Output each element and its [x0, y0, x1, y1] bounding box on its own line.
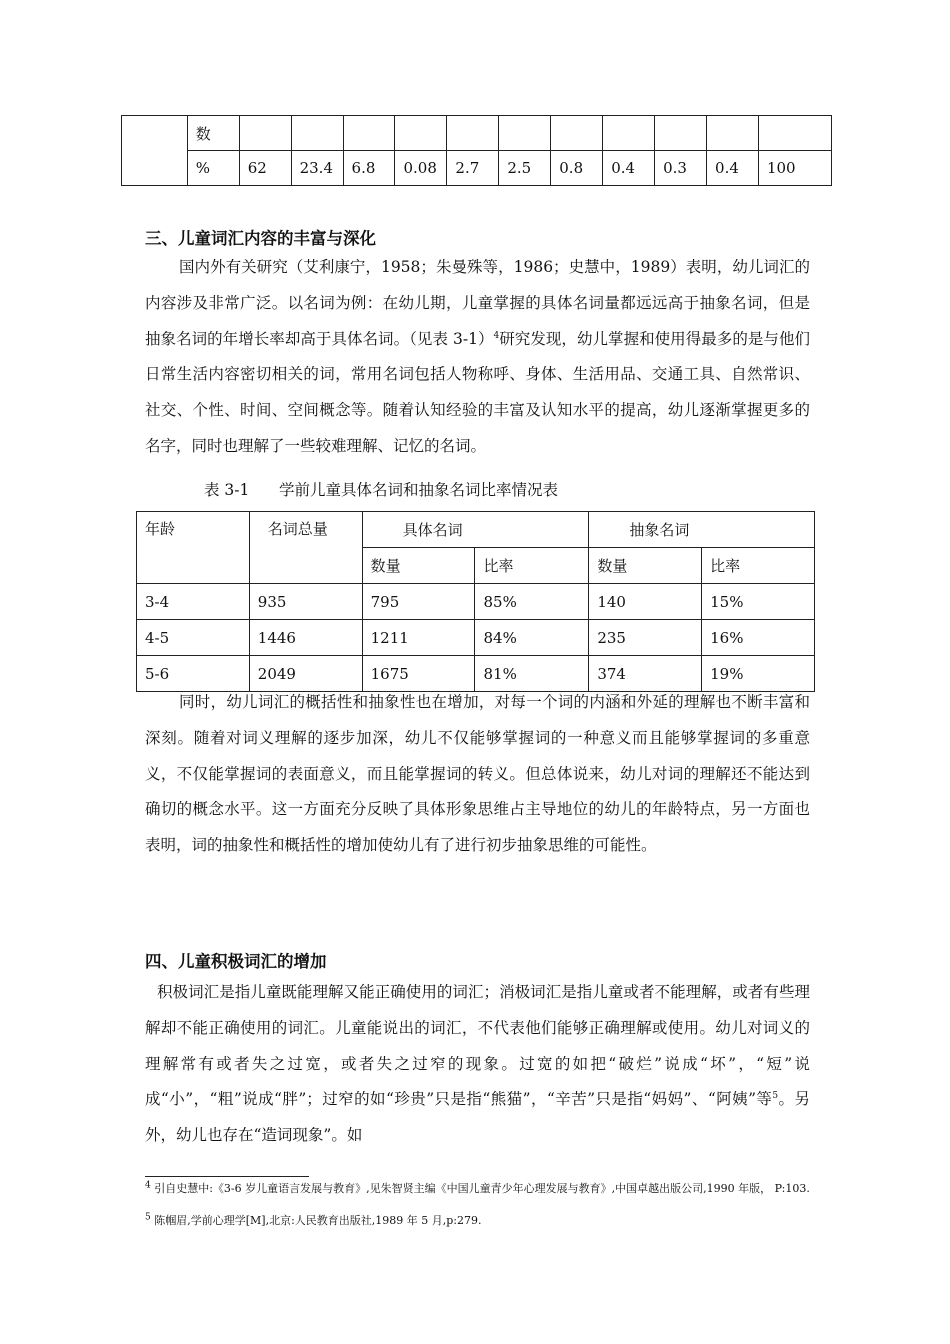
section-4-paragraph [145, 975, 810, 1154]
header-ratio: 比率 [702, 548, 815, 584]
table-cell: 3-4 [137, 584, 250, 620]
table-cell: 85% [475, 584, 589, 620]
paragraph-text: 。另外，幼儿也存在“造词现象”。如 [145, 1090, 810, 1145]
table-cell: 140 [589, 584, 702, 620]
section-3-paragraph-1 [145, 250, 810, 465]
table-cell: 2.5 [499, 151, 551, 186]
table-cell [395, 116, 447, 151]
footnote-4 [145, 1181, 810, 1196]
table-cell [343, 116, 395, 151]
footnote-mark: 5 [145, 1212, 151, 1223]
table-cell: 0.8 [551, 151, 603, 186]
table-row [137, 620, 815, 656]
table-cell: 1675 [362, 656, 475, 692]
table-cell: 6.8 [343, 151, 395, 186]
table-cell: 4-5 [137, 620, 250, 656]
header-age: 年龄 [137, 512, 250, 584]
header-concrete: 具体名词 [362, 512, 589, 548]
table-cell: 2049 [249, 656, 362, 692]
table-cell: 0.3 [655, 151, 707, 186]
paragraph-text: 研究发现，幼儿掌握和使用得最多的是与他们日常生活内容密切相关的词，常用名词包括人物称呼、身体、生活用品、交通工具、自然常识、社交、个性、时间、空间概念等。随着认知经验的丰富及认知水平的提高，幼儿逐渐掌握更多的名字，同时也理解了一些较难理解、记忆的名词。 [145, 329, 810, 455]
table-cell: 1211 [362, 620, 475, 656]
footnote-text: 引自史慧中:《3-6 岁儿童语言发展与教育》,见朱智贤主编《中国儿童青少年心理发展与教育》,中国卓越出版公司,1990 年版， P:103. [150, 1182, 810, 1195]
top-data-table [121, 115, 832, 186]
table-cell: 19% [702, 656, 815, 692]
table-cell: 23.4 [291, 151, 343, 186]
header-total: 名词总量 [249, 512, 362, 584]
table-cell: 84% [475, 620, 589, 656]
section-4-heading: 四、儿童积极词汇的增加 [145, 952, 327, 971]
table-cell: % [187, 151, 239, 186]
table-cell: 795 [362, 584, 475, 620]
footnote-separator [145, 1176, 309, 1177]
table-cell: 100 [758, 151, 831, 186]
table-cell [447, 116, 499, 151]
table-cell [551, 116, 603, 151]
table-header-row [137, 512, 815, 548]
table-cell: 16% [702, 620, 815, 656]
table-cell: 235 [589, 620, 702, 656]
table-row [122, 116, 832, 151]
header-abstract: 抽象名词 [589, 512, 815, 548]
table-cell [499, 116, 551, 151]
table-cell: 935 [249, 584, 362, 620]
table-cell: 2.7 [447, 151, 499, 186]
header-ratio: 比率 [475, 548, 589, 584]
footnote-mark: 4 [145, 1180, 151, 1191]
paragraph-text: 积极词汇是指儿童既能理解又能正确使用的词汇；消极词汇是指儿童或者不能理解，或者有些理解却不能正确使用的词汇。儿童能说出的词汇，不代表他们能够正确理解或使用。幼儿对词义的理解常有或者失之过宽，或者失之过窄的现象。过宽的如把“破烂”说成“坏”，“短”说成“小”，“粗”说成“胖”；过窄的如“珍贵”只是指“熊猫”，“辛苦”只是指“妈妈”、“阿姨”等 [145, 983, 810, 1109]
table-cell [239, 116, 291, 151]
table-cell: 81% [475, 656, 589, 692]
table-cell: 0.08 [395, 151, 447, 186]
table-cell [291, 116, 343, 151]
section-3-heading: 三、儿童词汇内容的丰富与深化 [145, 229, 376, 248]
paragraph-text: 国内外有关研究（艾利康宁，1958；朱曼殊等，1986；史慧中，1989）表明，幼儿词汇的内容涉及非常广泛。以名词为例：在幼儿期，儿童掌握的具体名词量都远远高于抽象名词，但是抽象名词的年增长率却高于具体名词。（见表 3-1） [145, 258, 810, 348]
header-count: 数量 [362, 548, 475, 584]
table-cell: 1446 [249, 620, 362, 656]
header-count: 数量 [589, 548, 702, 584]
footnote-ref-5[interactable]: 5 [772, 1091, 779, 1102]
noun-ratio-table [136, 511, 815, 692]
table-cell: 5-6 [137, 656, 250, 692]
footnote-ref-4[interactable]: 4 [493, 330, 500, 341]
table-cell [655, 116, 707, 151]
table-cell [122, 116, 188, 186]
table-cell: 374 [589, 656, 702, 692]
section-3-paragraph-2: 同时，幼儿词汇的概括性和抽象性也在增加，对每一个词的内涵和外延的理解也不断丰富和深刻。随着对词义理解的逐步加深，幼儿不仅能够掌握词的一种意义而且能够掌握词的多重意义，不仅能掌握词的表面意义，而且能掌握词的转义。但总体说来，幼儿对词的理解还不能达到确切的概念水平。这一方面充分反映了具体形象思维占主导地位的幼儿的年龄特点，另一方面也表明，词的抽象性和概括性的增加使幼儿有了进行初步抽象思维的可能性。 [145, 693, 810, 855]
table-cell [707, 116, 759, 151]
footnote-text: 陈帼眉,学前心理学[M],北京:人民教育出版社,1989 年 5 月,p:279. [150, 1214, 482, 1227]
table-row [137, 584, 815, 620]
table-cell: 0.4 [603, 151, 655, 186]
table-cell: 数 [187, 116, 239, 151]
table-caption: 表 3-1 学前儿童具体名词和抽象名词比率情况表 [204, 481, 558, 499]
table-cell: 0.4 [707, 151, 759, 186]
table-cell [603, 116, 655, 151]
table-cell [758, 116, 831, 151]
footnote-5 [145, 1213, 810, 1228]
table-cell: 15% [702, 584, 815, 620]
table-cell: 62 [239, 151, 291, 186]
table-row [122, 151, 832, 186]
